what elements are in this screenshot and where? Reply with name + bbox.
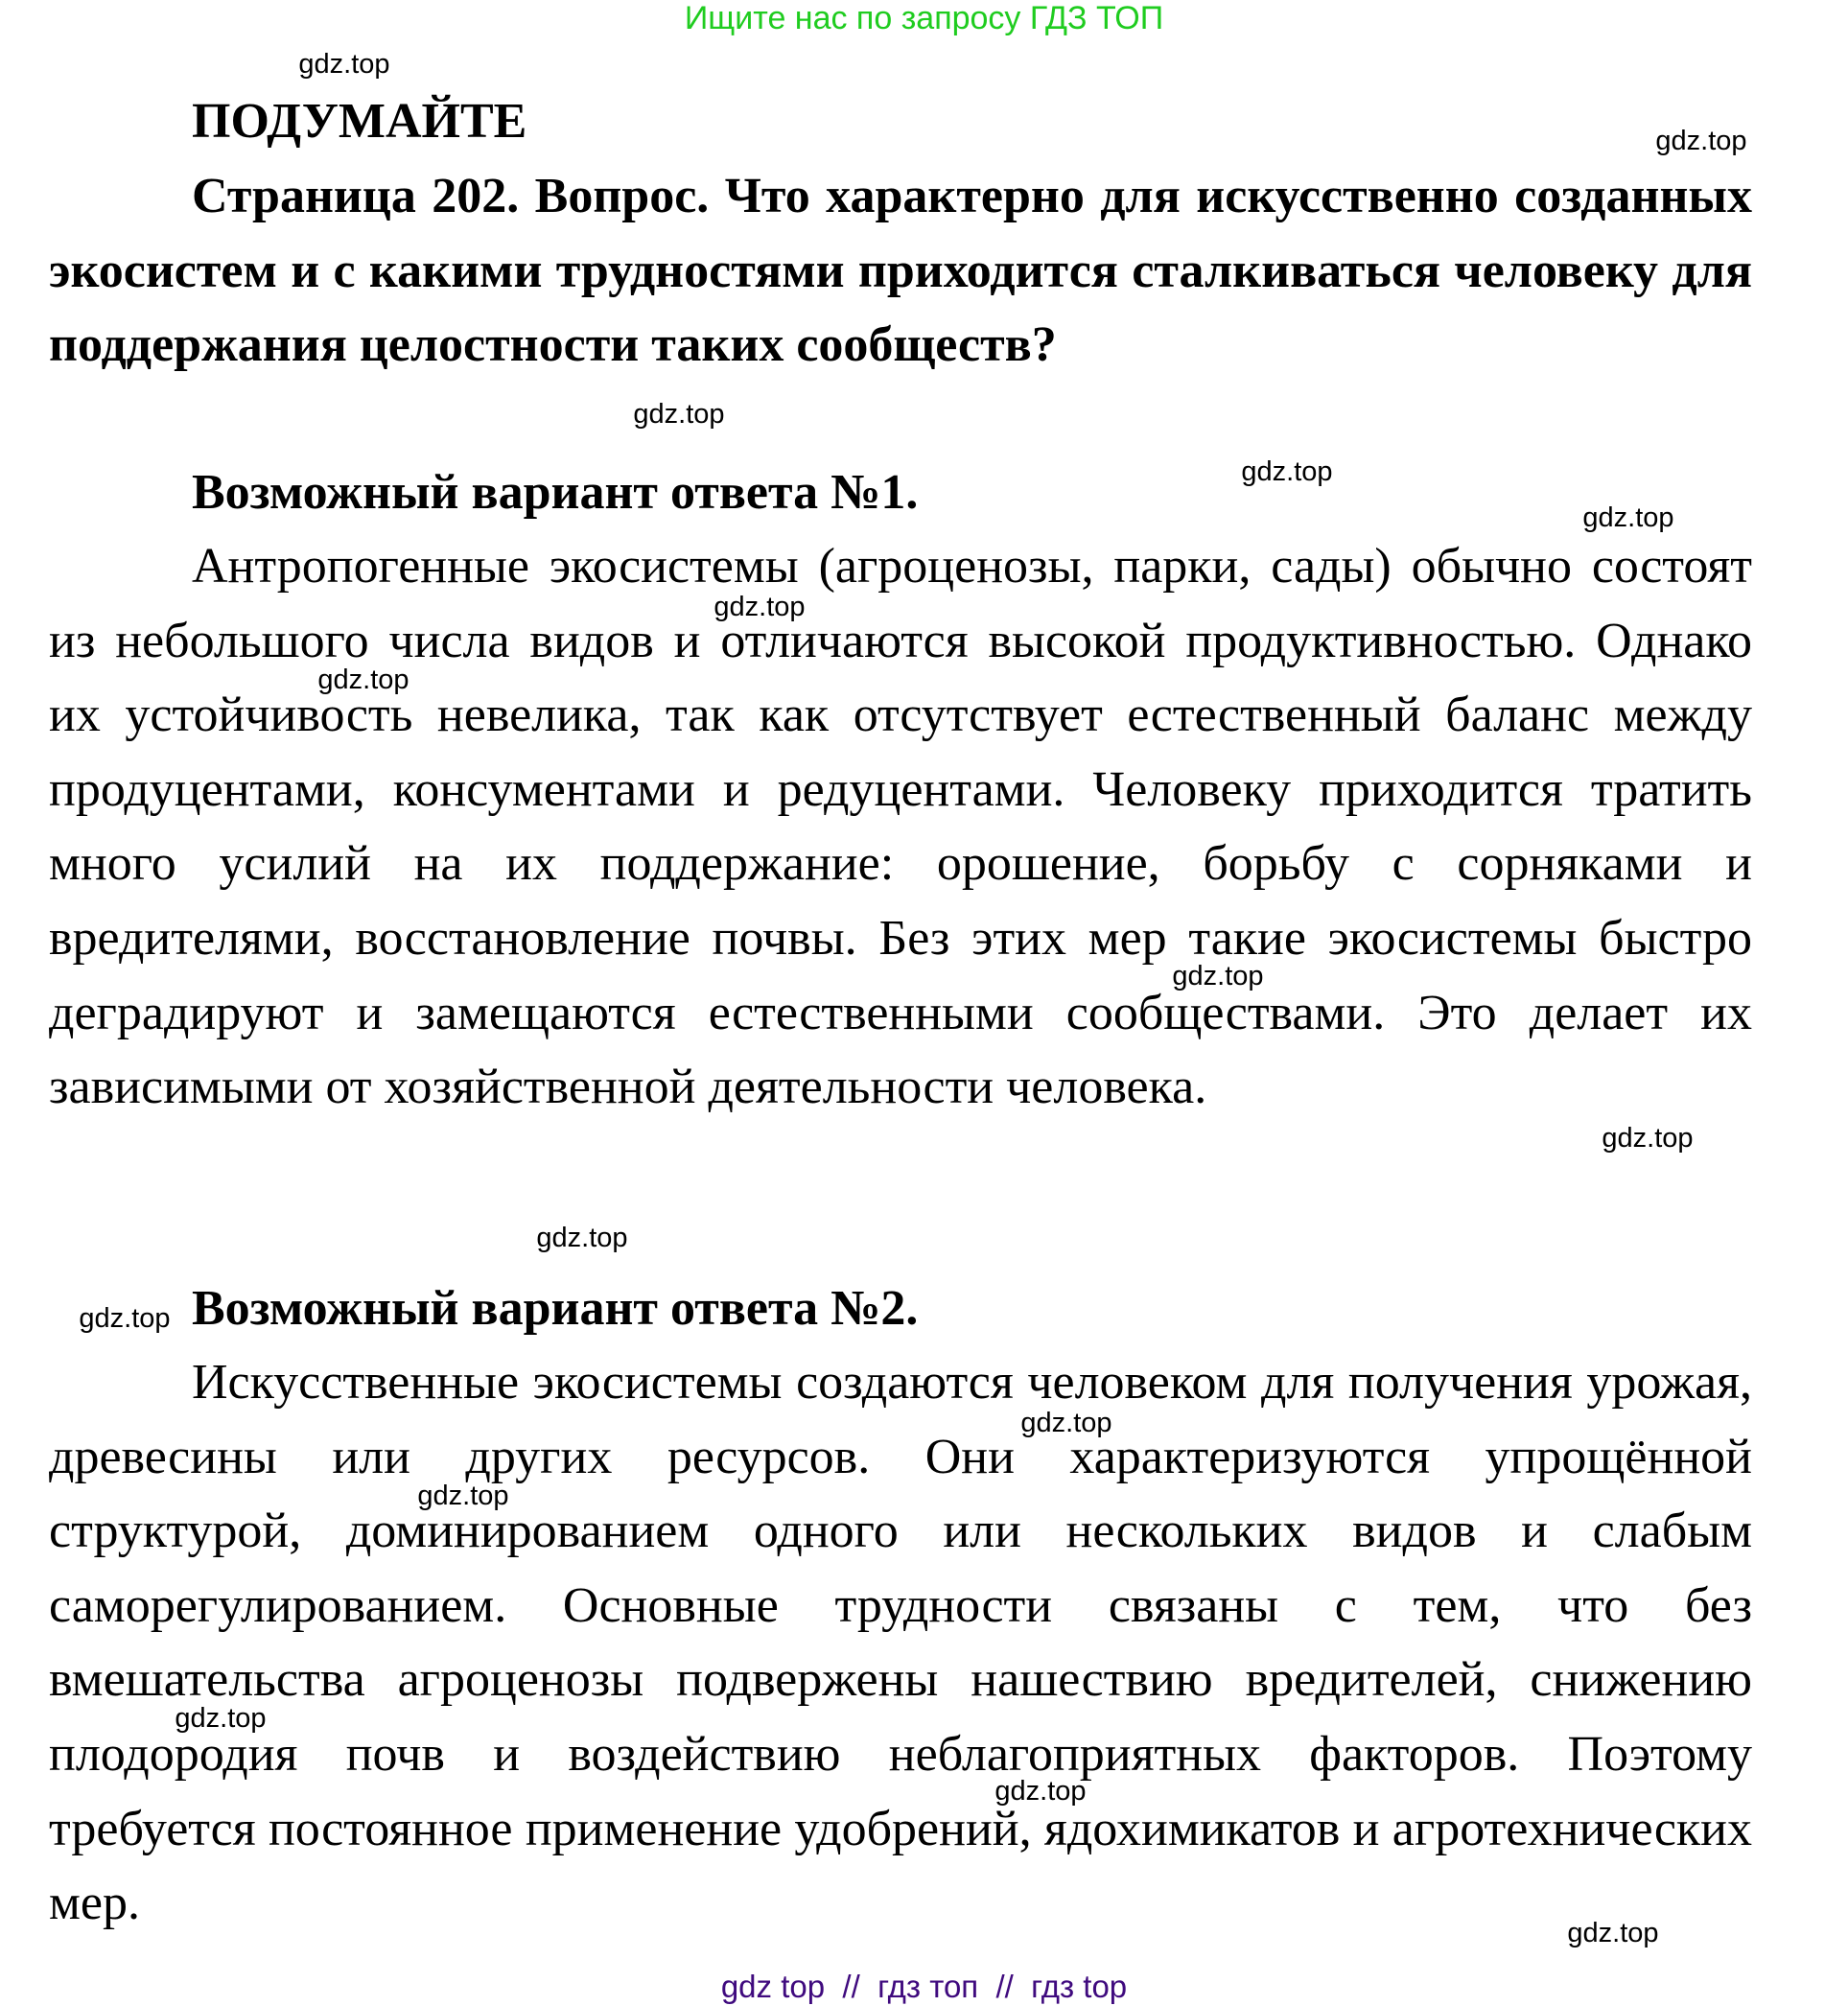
watermark: gdz.top [713, 592, 806, 622]
watermark: gdz.top [1655, 126, 1747, 156]
watermark: gdz.top [317, 665, 409, 695]
watermark: gdz.top [417, 1481, 509, 1511]
watermark: gdz.top [1172, 961, 1264, 991]
section-title: ПОДУМАЙТЕ [192, 94, 527, 149]
answer-2-text: Искусственные экосистемы создаются человеком для получения урожая, древесины или других ресурсов. Они характеризуются упрощённой структурой, доминированием одного или нескольких видов и слабым саморегулированием. Основные трудности связаны с тем, что без вмешательства агроценозы подвержены нашествию вредителей, снижению плодородия почв и воздействию неблагоприятных факторов. Поэтому требуется постоянное применение удобрений, ядохимикатов и агротехнических мер. [49, 1355, 1752, 1931]
watermark: gdz.top [1567, 1918, 1659, 1948]
watermark: gdz.top [298, 49, 390, 80]
watermark: gdz.top [79, 1303, 171, 1334]
watermark: gdz.top [1582, 502, 1674, 533]
watermark: gdz.top [1241, 456, 1333, 487]
answer-1-heading: Возможный вариант ответа №1. [192, 465, 919, 520]
answer-1-text: Антропогенные экосистемы (агроценозы, парки, сады) обычно состоят из небольшого числа видов и отличаются высокой продуктивностью. Однако их устойчивость невелика, так как отсутствует естественный баланс между продуцентами, консументами и редуцентами. Человеку приходится тратить много усилий на их поддержание: орошение, борьбу с сорняками и вредителями, восстановление почвы. Без этих мер такие экосистемы быстро деградируют и замещаются естественными сообществами. Это делает их зависимыми от хозяйственной деятельности человека. [49, 539, 1752, 1115]
footer-links[interactable]: gdz top // гдз топ // гдз top [720, 1969, 1128, 2004]
watermark: gdz.top [1602, 1123, 1694, 1154]
watermark: gdz.top [633, 399, 725, 430]
watermark: gdz.top [536, 1223, 628, 1253]
search-banner[interactable]: Ищите нас по запросу ГДЗ ТОП [684, 0, 1164, 36]
watermark: gdz.top [175, 1703, 267, 1734]
watermark: gdz.top [994, 1776, 1087, 1807]
watermark: gdz.top [1020, 1408, 1112, 1438]
answer-2-heading: Возможный вариант ответа №2. [192, 1281, 919, 1336]
question-text: Страница 202. Вопрос. Что характерно для искусственно созданных экосистем и с какими трудностями приходится сталкиваться человеку для поддержания целостности таких сообществ? [49, 169, 1752, 373]
